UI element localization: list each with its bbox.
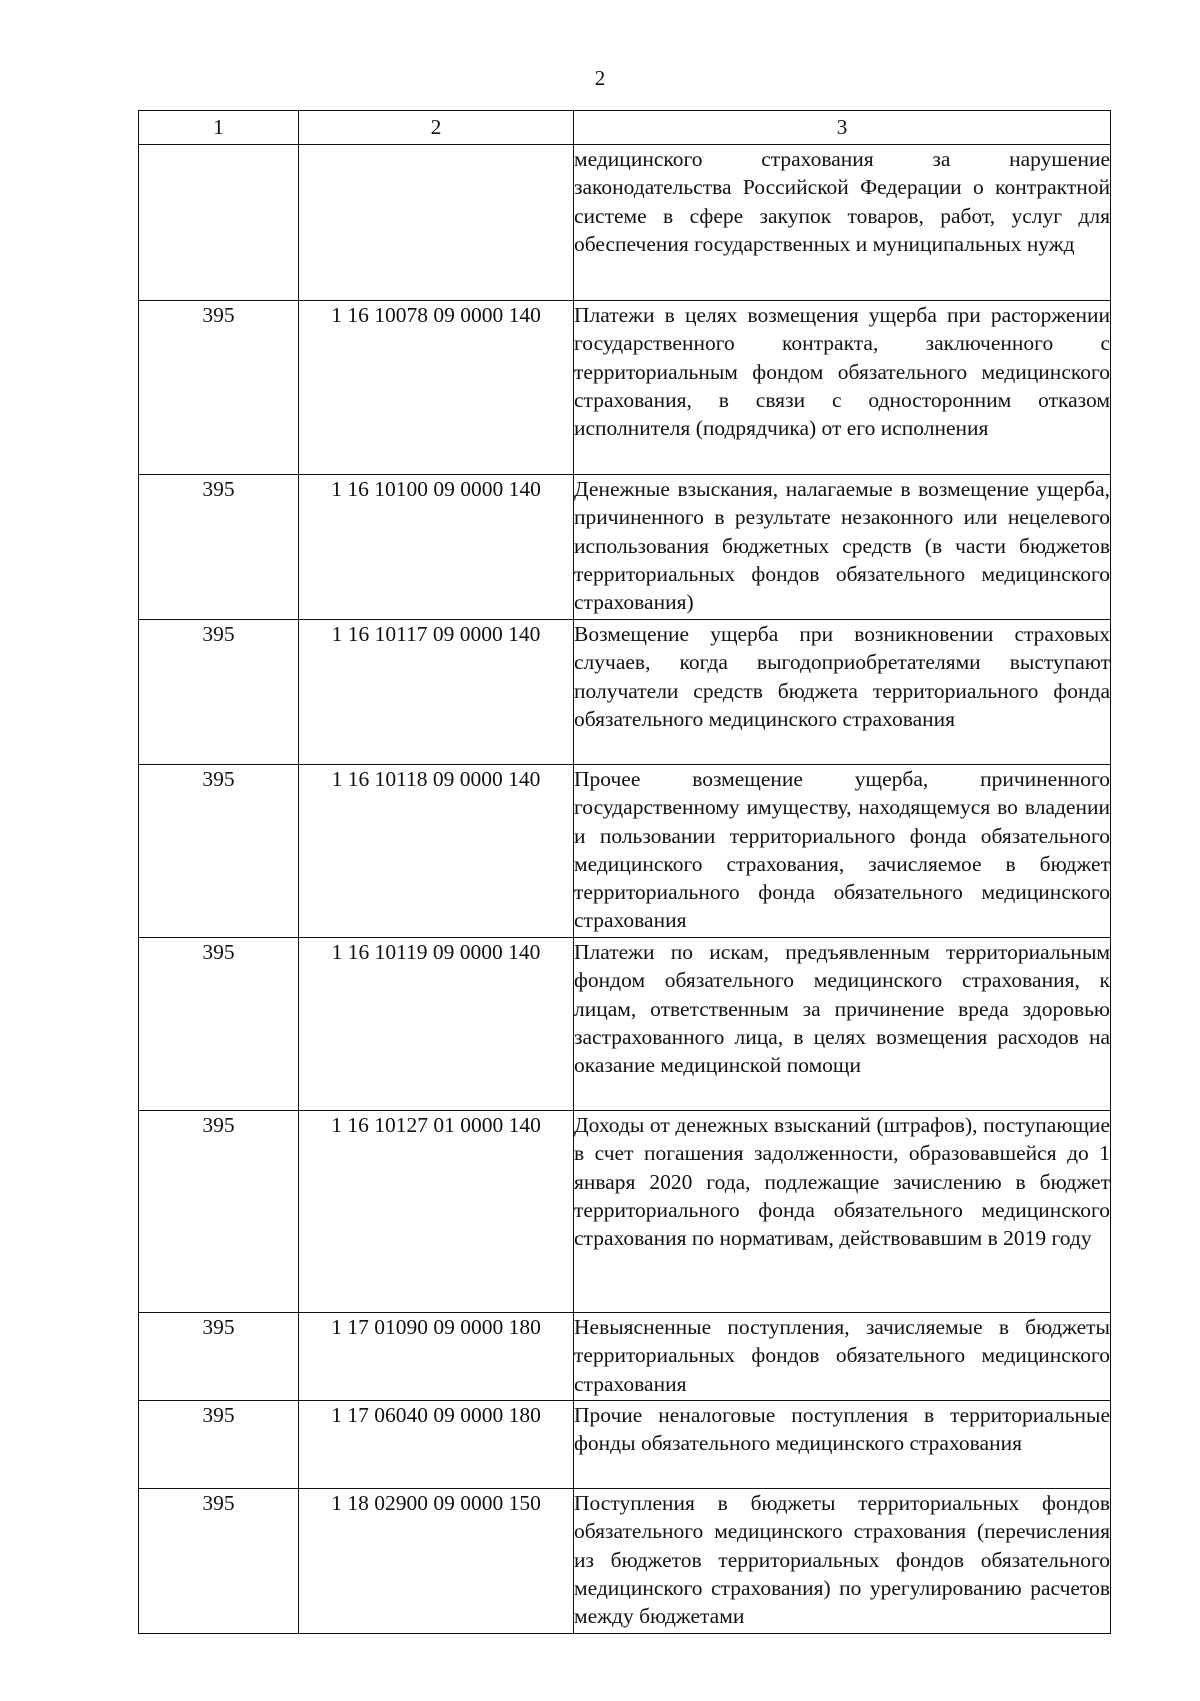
table-row (139, 765, 1111, 938)
admin-code-cell: 395 (139, 938, 299, 1111)
table-row (139, 301, 1111, 475)
admin-code-cell: 395 (139, 1401, 299, 1489)
column-header-1: 1 (139, 111, 299, 145)
description-cell: Прочее возмещение ущерба, причиненного государственному имуществу, находящемуся во владении и пользовании территориального фонда обязательного медицинского страхования, зачисляемое в бюджет территориального фонда обязательного медицинского страхования (574, 765, 1111, 938)
budget-code-cell: 1 17 01090 09 0000 180 (299, 1313, 574, 1401)
admin-code-cell: 395 (139, 765, 299, 938)
page-number: 2 (594, 66, 606, 90)
budget-code-cell: 1 16 10127 01 0000 140 (299, 1111, 574, 1313)
table-row (139, 475, 1111, 620)
description-cell: медицинского страхования за нарушение законодательства Российской Федерации о контрактной системе в сфере закупок товаров, работ, услуг для обеспечения государственных и муниципальных нужд (574, 145, 1111, 301)
table-row (139, 1401, 1111, 1489)
table-row (139, 1313, 1111, 1401)
budget-code-cell: 1 18 02900 09 0000 150 (299, 1489, 574, 1634)
admin-code-cell: 395 (139, 1313, 299, 1401)
description-cell: Платежи по искам, предъявленным территориальным фондом обязательного медицинского страхования, к лицам, ответственным за причинение вреда здоровью застрахованного лица, в целях возмещения расходов на оказание медицинской помощи (574, 938, 1111, 1111)
budget-code-cell: 1 16 10078 09 0000 140 (299, 301, 574, 475)
description-cell: Поступления в бюджеты территориальных фондов обязательного медицинского страхования (перечисления из бюджетов территориальных фондов обязательного медицинского страхования) по урегулированию расчетов между бюджетами (574, 1489, 1111, 1634)
description-cell: Прочие неналоговые поступления в территориальные фонды обязательного медицинского страхования (574, 1401, 1111, 1489)
table-row (139, 620, 1111, 765)
table-row (139, 1489, 1111, 1634)
description-cell: Доходы от денежных взысканий (штрафов), поступающие в счет погашения задолженности, образовавшейся до 1 января 2020 года, подлежащие зачислению в бюджет территориального фонда обязательного медицинского страхования по нормативам, действовавшим в 2019 году (574, 1111, 1111, 1313)
budget-code-cell: 1 16 10119 09 0000 140 (299, 938, 574, 1111)
description-cell: Возмещение ущерба при возникновении страховых случаев, когда выгодоприобретателями выступают получатели средств бюджета территориального фонда обязательного медицинского страхования (574, 620, 1111, 765)
budget-code-cell: 1 17 06040 09 0000 180 (299, 1401, 574, 1489)
revenue-codes-table (138, 110, 1111, 1634)
admin-code-cell: 395 (139, 475, 299, 620)
budget-code-cell: 1 16 10118 09 0000 140 (299, 765, 574, 938)
budget-code-cell: 1 16 10100 09 0000 140 (299, 475, 574, 620)
table-row (139, 938, 1111, 1111)
description-cell: Платежи в целях возмещения ущерба при расторжении государственного контракта, заключенного с территориальным фондом обязательного медицинского страхования, в связи с односторонним отказом исполнителя (подрядчика) от его исполнения (574, 301, 1111, 475)
table-row (139, 145, 1111, 301)
admin-code-cell (139, 145, 299, 301)
description-cell: Невыясненные поступления, зачисляемые в бюджеты территориальных фондов обязательного медицинского страхования (574, 1313, 1111, 1401)
budget-code-cell (299, 145, 574, 301)
admin-code-cell: 395 (139, 620, 299, 765)
description-cell: Денежные взыскания, налагаемые в возмещение ущерба, причиненного в результате незаконного или нецелевого использования бюджетных средств (в части бюджетов территориальных фондов обязательного медицинского страхования) (574, 475, 1111, 620)
admin-code-cell: 395 (139, 1489, 299, 1634)
admin-code-cell: 395 (139, 1111, 299, 1313)
admin-code-cell: 395 (139, 301, 299, 475)
table-header-row (139, 111, 1111, 145)
column-header-2: 2 (299, 111, 574, 145)
budget-code-cell: 1 16 10117 09 0000 140 (299, 620, 574, 765)
table-row (139, 1111, 1111, 1313)
column-header-3: 3 (574, 111, 1111, 145)
